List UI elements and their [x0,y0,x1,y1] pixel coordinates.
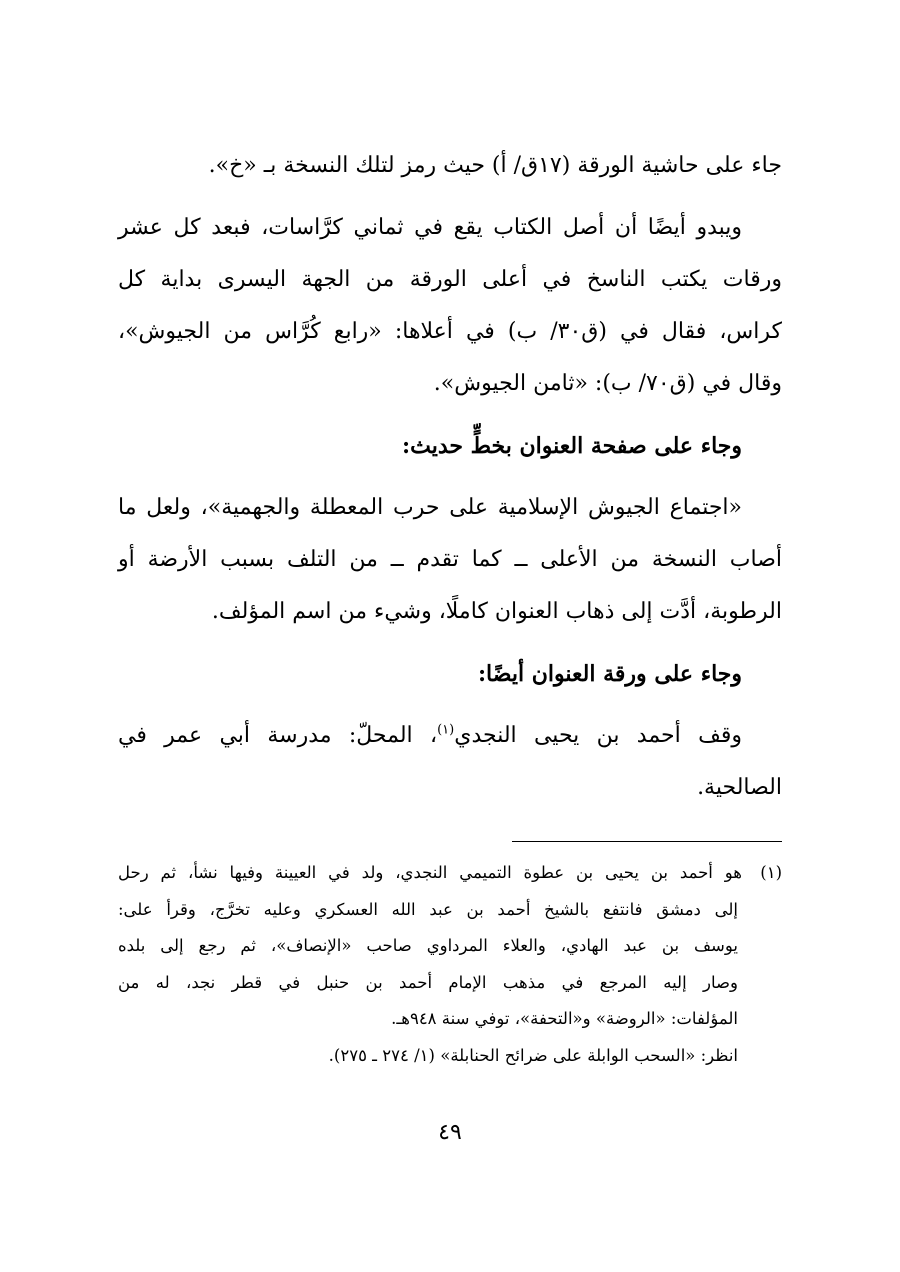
paragraph-line: كراس، فقال في (ق٣٠/ ب) في أعلاها: «رابع كُرَّاس من الجيوش»، [118,319,783,344]
footnotes [118,855,782,1074]
section-heading: وجاء على صفحة العنوان بخطٍّ حديث: [401,433,742,459]
paragraph-line: جاء على حاشية الورقة (١٧ق/ أ) حيث رمز لتلك النسخة بـ «خ». [208,153,782,178]
paragraph-text: ، المحلّ: مدرسة أبي عمر في [118,723,438,748]
paragraph-line: ورقات يكتب الناسخ في أعلى الورقة من الجهة اليسرى بداية كل [118,267,782,292]
paragraph-line [118,710,782,762]
footnote-line: المؤلفات: «الروضة» و«التحفة»، توفي سنة ٩٤٨هـ. [391,1009,738,1028]
footnote-reference[interactable]: (١) [437,722,455,738]
footnote-number: (١) [760,863,782,882]
paragraph-line: «اجتماع الجيوش الإسلامية على حرب المعطلة والجهمية»، ولعل ما [118,495,742,520]
footnote-separator [512,841,782,842]
main-text [118,140,782,814]
footnote-text: هو أحمد بن يحيى بن عطوة التميمي النجدي، ولد في العيينة وفيها نشأ، ثم رحل [118,863,742,882]
section-heading: وجاء على ورقة العنوان أيضًا: [477,661,742,687]
footnote-line: انظر: «السحب الوابلة على ضرائح الحنابلة» (١/ ٢٧٤ ـ ٢٧٥). [328,1045,738,1065]
paragraph-line: أصاب النسخة من الأعلى ــ كما تقدم ــ من التلف بسبب الأرضة أو [118,547,782,572]
footnote-line [118,855,782,892]
footnote-line: يوسف بن عبد الهادي، والعلاء المرداوي صاحب «الإنصاف»، ثم رجع إلى بلده [118,936,738,955]
footnote-line: إلى دمشق فانتفع بالشيخ أحمد بن عبد الله العسكري وعليه تخرَّج، وقرأ على: [118,899,738,919]
footnote-line: وصار إليه المرجع في مذهب الإمام أحمد بن حنبل في قطر نجد، له من [118,972,738,992]
paragraph-line: وقال في (ق٧٠/ ب): «ثامن الجيوش». [433,371,782,396]
paragraph-line: ويبدو أيضًا أن أصل الكتاب يقع في ثماني كرَّاسات، فبعد كل عشر [118,215,742,240]
paragraph-line: الصالحية. [697,775,782,800]
paragraph-line: الرطوبة، أدَّت إلى ذهاب العنوان كاملًا، وشيء من اسم المؤلف. [211,599,782,624]
page-number: ٤٩ [438,1120,462,1145]
paragraph-text: وقف أحمد بن يحيى النجدي [454,723,742,748]
